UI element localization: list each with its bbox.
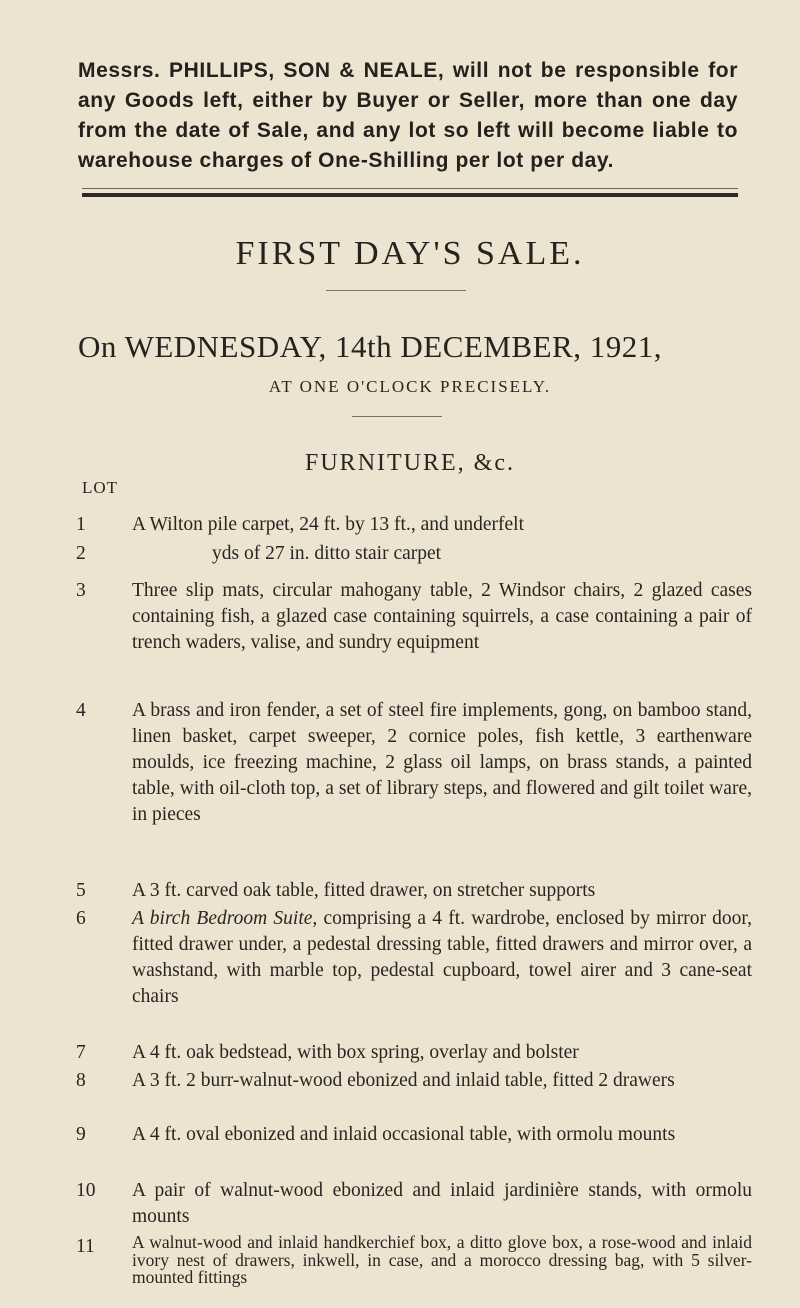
lot-number: 10 <box>76 1180 96 1201</box>
lot-description: Three slip mats, circular mahogany table, 2 Windsor chairs, 2 glazed cases containing fish, a glazed case containing squirrels, a case containing a pair of trench waders, valise, and sundry equipment <box>132 580 752 653</box>
lot-number: 11 <box>76 1236 95 1257</box>
lot-number: 6 <box>76 908 86 929</box>
lot-number: 3 <box>76 580 86 601</box>
lot-description: A 3 ft. 2 burr-walnut-wood ebonized and inlaid table, fitted 2 drawers <box>132 1070 675 1091</box>
lot-description: A Wilton pile carpet, 24 ft. by 13 ft., and underfelt <box>132 514 525 535</box>
lot-number: 7 <box>76 1042 86 1063</box>
divider-short-2 <box>352 416 442 417</box>
sale-time: AT ONE O'CLOCK PRECISELY. <box>268 377 552 396</box>
lot-number: 1 <box>76 514 86 535</box>
divider-thick <box>82 193 738 197</box>
lot-description: A 4 ft. oval ebonized and inlaid occasional table, with ormolu mounts <box>132 1124 676 1145</box>
sale-title: FIRST DAY'S SALE. <box>235 235 585 272</box>
sale-date: On WEDNESDAY, 14th DECEMBER, 1921, <box>78 329 662 364</box>
lot-description: A walnut-wood and inlaid handkerchief box, a ditto glove box, a rose-wood and inlaid ivory nest of drawers, inkwell, in case, and a morocco dressing bag, with 5 silver-mounted fittings <box>132 1232 752 1287</box>
lot-description: A pair of walnut-wood ebonized and inlaid jardinière stands, with ormolu mounts <box>132 1180 752 1227</box>
lot-description: A 3 ft. carved oak table, fitted drawer, on stretcher supports <box>132 880 596 901</box>
lot-number: 9 <box>76 1124 86 1145</box>
lot-description-rest: comprising a 4 ft. wardrobe, enclosed by mirror door, fitted drawer under, a pedestal dressing table, fitted drawers and mirror over, a washstand, with marble top, pedestal cupboard, towel airer and 3 cane-seat chairs <box>132 908 752 1007</box>
lot-description: yds of 27 in. ditto stair carpet <box>212 543 442 564</box>
lot-number: 2 <box>76 543 86 564</box>
lot-description <box>132 906 752 1010</box>
lot-description: A brass and iron fender, a set of steel fire implements, gong, on bamboo stand, linen basket, carpet sweeper, 2 cornice poles, fish kettle, 3 earthenware moulds, ice freezing machine, 2 glass oil lamps, on brass stands, a painted table, with oil-cloth top, a set of library steps, and flowered and gilt toilet ware, in pieces <box>132 700 752 825</box>
lot-number: 5 <box>76 880 86 901</box>
lot-italic-title: A birch Bedroom Suite, <box>132 908 318 929</box>
lot-number: 4 <box>76 700 86 721</box>
divider-thin <box>82 188 738 189</box>
lot-number: 8 <box>76 1070 86 1091</box>
warehouse-notice: Messrs. PHILLIPS, SON & NEALE, will not be responsible for any Goods left, either by Buyer or Seller, more than one day from the date of Sale, and any lot so left will become liable to warehouse charges of One-Shilling per lot per day. <box>78 59 738 172</box>
divider-short <box>326 290 466 291</box>
section-heading: FURNITURE, &c. <box>305 450 515 476</box>
lot-column-header: LOT <box>82 478 119 497</box>
lot-description: A 4 ft. oak bedstead, with box spring, overlay and bolster <box>132 1042 579 1063</box>
